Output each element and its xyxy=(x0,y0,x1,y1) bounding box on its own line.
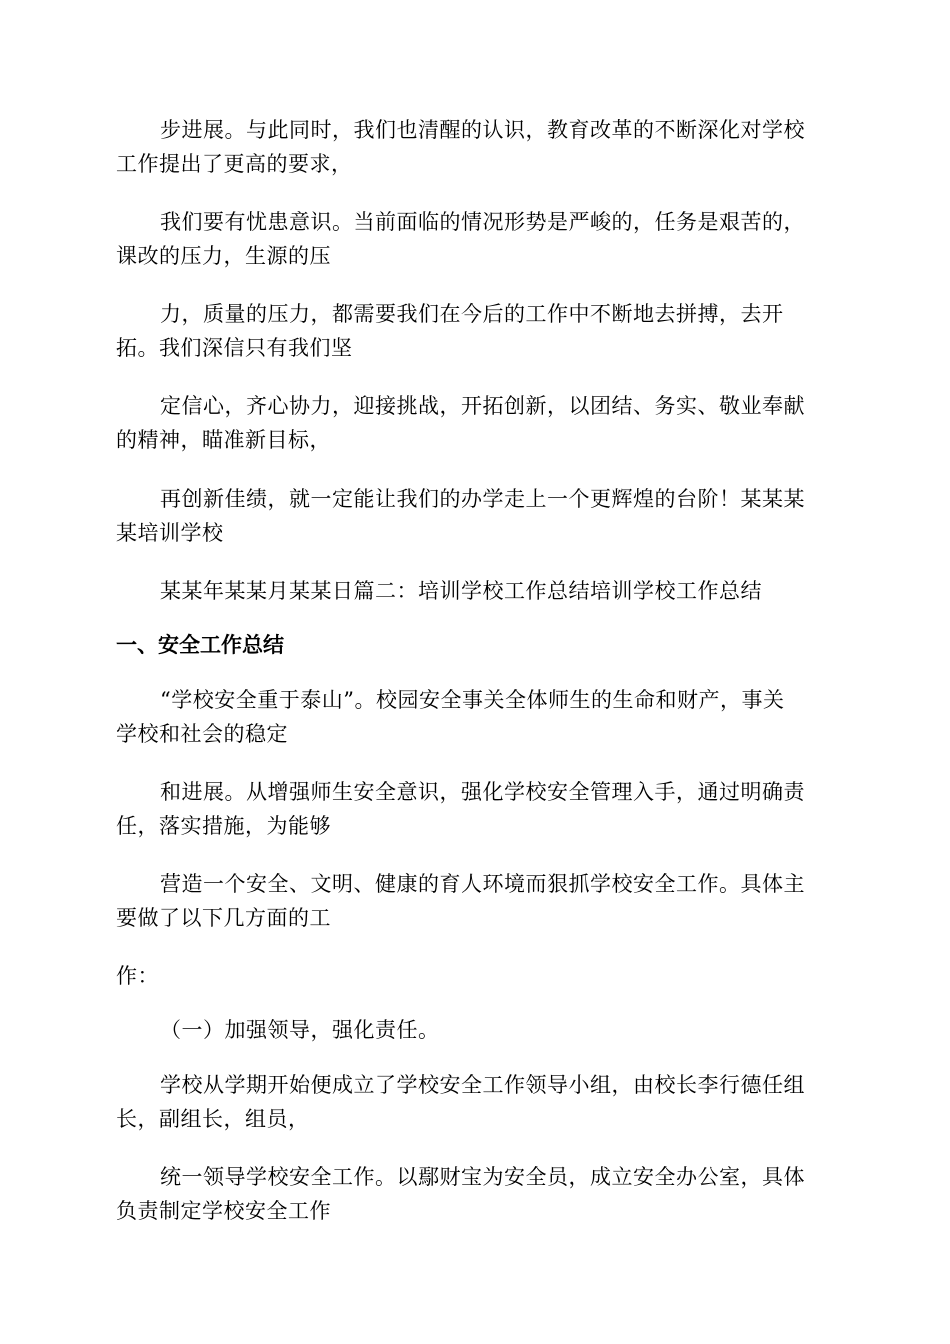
paragraph-line: 再创新佳绩，就一定能让我们的办学走上一个更辉煌的台阶！某某某 xyxy=(160,487,805,511)
paragraph-line: 要做了以下几方面的工 xyxy=(116,906,331,930)
paragraph-line: 和进展。从增强师生安全意识，强化学校安全管理入手，通过明确责 xyxy=(160,780,805,804)
paragraph-line: 学校和社会的稳定 xyxy=(116,722,288,746)
paragraph-date-title xyxy=(116,574,838,608)
paragraph-achievement xyxy=(116,482,838,550)
paragraph-line: 某某年某某月某某日篇二：培训学校工作总结培训学校工作总结 xyxy=(160,579,762,603)
paragraph-work xyxy=(116,959,838,993)
paragraph-leadership-group xyxy=(116,1068,838,1136)
paragraph-line: 负责制定学校安全工作 xyxy=(116,1199,331,1223)
paragraph-confidence xyxy=(116,389,838,457)
section-heading: 一、安全工作总结 xyxy=(116,633,284,657)
paragraph-line: 我们要有忧患意识。当前面临的情况形势是严峻的，任务是艰苦的， xyxy=(160,210,805,234)
paragraph-pressure xyxy=(116,297,838,365)
paragraph-line: 学校从学期开始便成立了学校安全工作领导小组，由校长李行德任组 xyxy=(160,1073,805,1097)
subheading-leadership xyxy=(116,1013,838,1047)
paragraph-line: 统一领导学校安全工作。以鄢财宝为安全员，成立安全办公室，具体 xyxy=(160,1165,805,1189)
paragraph-line: 作： xyxy=(116,964,159,988)
paragraph-progress xyxy=(116,113,838,181)
paragraph-line: 定信心，齐心协力，迎接挑战，开拓创新，以团结、务实、敬业奉献 xyxy=(160,394,805,418)
paragraph-line: “学校安全重于泰山”。校园安全事关全体师生的生命和财产，事关 xyxy=(160,688,785,712)
paragraph-line: 力，质量的压力，都需要我们在今后的工作中不断地去拼搏，去开 xyxy=(160,302,784,326)
paragraph-line: 长，副组长，组员， xyxy=(116,1107,310,1131)
paragraph-safety-measures xyxy=(116,775,838,843)
paragraph-environment xyxy=(116,867,838,935)
paragraph-line: 营造一个安全、文明、健康的育人环境而狠抓学校安全工作。具体主 xyxy=(160,872,805,896)
paragraph-awareness xyxy=(116,205,838,273)
paragraph-line: 拓。我们深信只有我们坚 xyxy=(116,336,353,360)
paragraph-line: 步进展。与此同时，我们也清醒的认识，教育改革的不断深化对学校 xyxy=(160,118,805,142)
paragraph-safety-office xyxy=(116,1160,838,1228)
paragraph-line: （一）加强领导，强化责任。 xyxy=(160,1018,440,1042)
paragraph-line: 的精神，瞄准新目标， xyxy=(116,428,331,452)
paragraph-safety-intro xyxy=(116,683,838,751)
paragraph-line: 课改的压力，生源的压 xyxy=(116,244,331,268)
paragraph-line: 任，落实措施，为能够 xyxy=(116,814,331,838)
paragraph-line: 工作提出了更高的要求， xyxy=(116,152,353,176)
paragraph-line: 某培训学校 xyxy=(116,521,224,545)
